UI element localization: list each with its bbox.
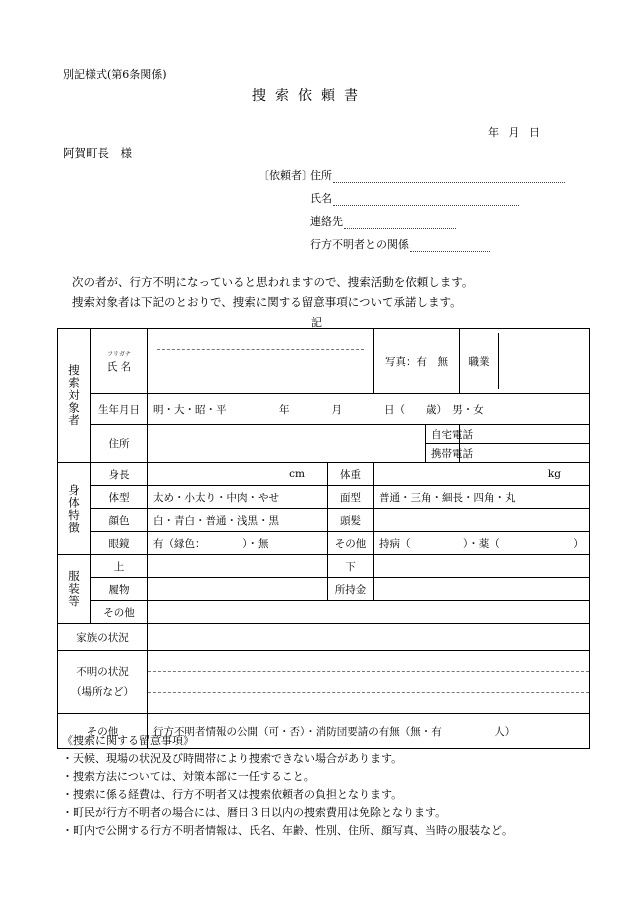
face-label: 面型 [328,486,374,509]
birth-label: 生年月日 [91,394,148,425]
photo-cell: 写真：有 無 [374,329,460,394]
intro-line-2: 捜索対象者は下記のとおりで、捜索に関する留意事項について承諾します。 [72,295,462,309]
bottom-label: 下 [328,555,374,578]
page-title: 捜索依頼書 [252,88,367,104]
occupation-label: 職業 [460,333,499,389]
requester-contact-field[interactable] [310,213,456,229]
note-item: ・捜索方法については、対策本部に一任すること。 [62,770,315,783]
missing-place-line: （場所など） [71,686,134,698]
ki-mark: 記 [311,316,322,329]
requester-address-label: 住所 [310,169,332,182]
search-target-table [57,328,590,749]
form-id: 別記様式(第6条関係) [63,68,167,81]
intro-line-1: 次の者が、行方不明になっていると思われますので、捜索活動を依頼します。 [72,275,474,289]
note-item: ・町内で公開する行方不明者情報は、氏名、年齢、性別、住所、顔写真、当時の服装など。 [62,824,513,837]
requester-address-field[interactable] [310,167,565,183]
top-label: 上 [91,555,148,578]
name-input[interactable] [148,329,374,394]
top-input[interactable] [148,555,328,578]
height-input[interactable] [148,463,328,486]
date-line: 年 月 日 [488,126,540,139]
misc-label: その他 [58,714,148,749]
occupation-input[interactable] [499,333,589,389]
address-input[interactable] [148,425,426,463]
money-input[interactable] [374,578,590,601]
group-body: 身体特徴 [58,463,91,555]
weight-label: 体重 [328,463,374,486]
occupation-cell [460,329,590,394]
home-phone-input[interactable] [460,425,590,444]
bottom-input[interactable] [374,555,590,578]
home-phone-label: 自宅電話 [426,425,460,444]
requester-label: 〔依頼者〕 [258,169,313,182]
group-clothing: 服装等 [58,555,91,624]
misc-value[interactable]: 行方不明者情報の公開（可・否）・消防団要請の有無（無・有 人） [148,714,590,749]
missing-status-input[interactable] [148,651,590,714]
family-input[interactable] [148,624,590,651]
requester-contact-label: 連絡先 [310,215,343,228]
body-other-value[interactable]: 持病（ ）・薬（ ） [374,532,590,555]
complexion-label: 顔色 [91,509,148,532]
clothing-other-label: その他 [91,601,148,624]
shoes-input[interactable] [148,578,328,601]
group-target: 捜索対象者 [58,329,91,463]
weight-input[interactable] [374,463,590,486]
height-label: 身長 [91,463,148,486]
hair-input[interactable] [374,509,590,532]
face-options[interactable]: 普通・三角・細長・四角・丸 [374,486,590,509]
birth-value[interactable]: 明・大・昭・平 年 月 日（ 歳） 男・女 [148,394,590,425]
shoes-label: 履物 [91,578,148,601]
glasses-label: 眼鏡 [91,532,148,555]
complexion-options[interactable]: 白・青白・普通・浅黒・黒 [148,509,328,532]
name-label: 氏 名 [106,360,132,373]
addressee: 阿賀町長 様 [63,146,132,160]
notes-heading: 《捜索に関する留意事項》 [62,734,194,747]
note-item: ・町民が行方不明者の場合には、暦日３日以内の捜索費用は免除となります。 [62,806,447,819]
requester-name-label: 氏名 [310,192,332,205]
hair-label: 頭髪 [328,509,374,532]
missing-status-line: 不明の状況 [76,666,129,678]
mobile-phone-label: 携帯電話 [426,444,460,463]
body-other-label: その他 [328,532,374,555]
requester-name-field[interactable] [310,190,519,206]
build-options[interactable]: 太め・小太り・中肉・やせ [148,486,328,509]
requester-relation-label: 行方不明者との関係 [310,238,409,251]
family-label: 家族の状況 [58,624,148,651]
height-unit: cm [289,468,305,480]
mobile-phone-input[interactable] [460,444,590,463]
address-label: 住所 [91,425,148,463]
requester-relation-field[interactable] [310,236,490,252]
clothing-other-input[interactable] [148,601,590,624]
glasses-options[interactable]: 有（縁色： ）・無 [148,532,328,555]
note-item: ・天候、現場の状況及び時間帯により捜索できない場合があります。 [62,752,403,765]
weight-unit: kg [547,468,561,480]
furigana-label: フリガナ [107,350,131,358]
missing-status-label [58,651,148,714]
money-label: 所持金 [328,578,374,601]
name-label-cell [91,329,148,394]
build-label: 体型 [91,486,148,509]
note-item: ・捜索に係る経費は、行方不明者又は捜索依頼者の負担となります。 [62,788,403,801]
